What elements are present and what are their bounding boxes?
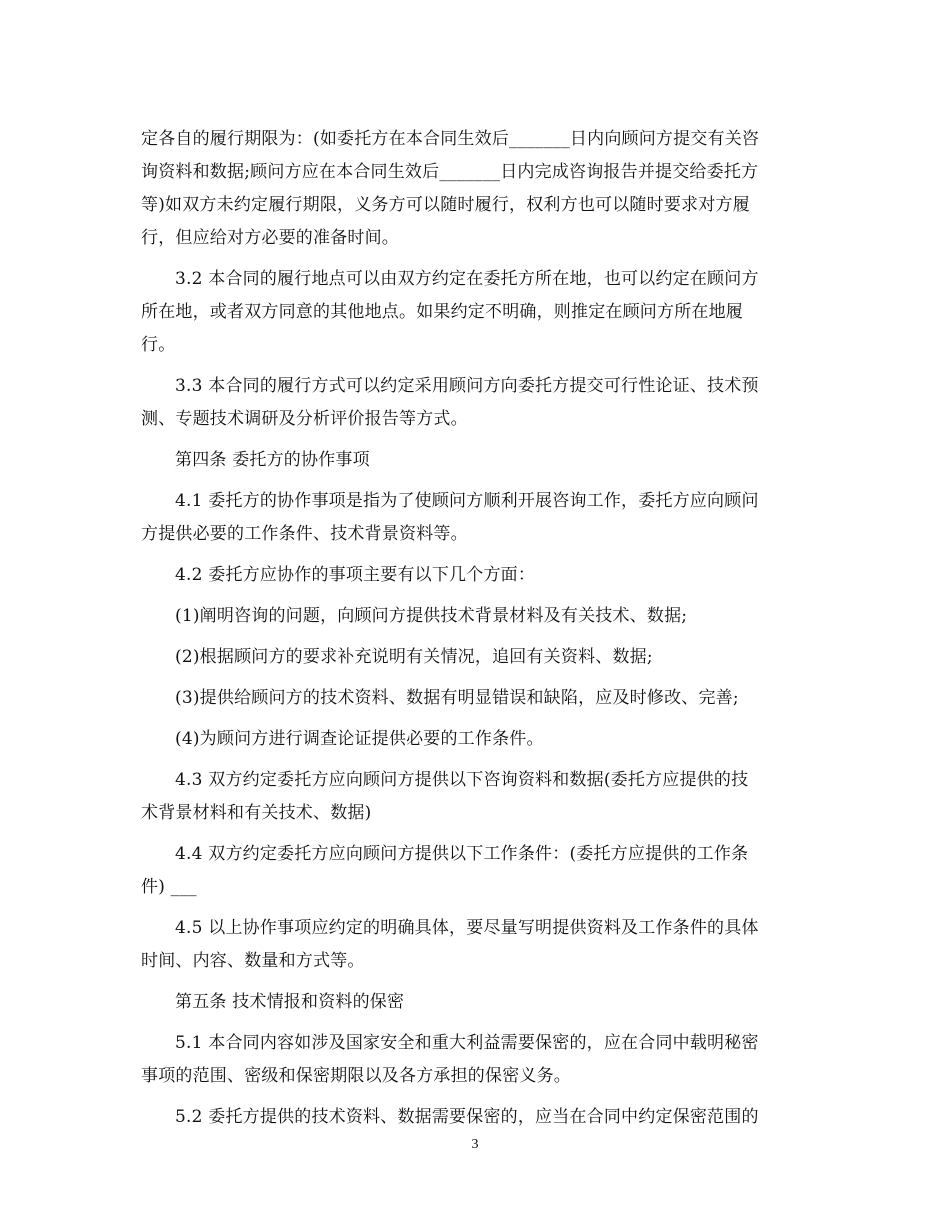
paragraph (141, 600, 811, 633)
paragraph (141, 485, 811, 551)
paragraph-line: 询资料和数据;顾问方应在本合同生效后_______日内完成咨询报告并提交给委托方 (141, 162, 759, 182)
paragraph-line: 时间、内容、数量和方式等。 (141, 951, 365, 971)
paragraph (141, 444, 811, 477)
paragraph (141, 838, 811, 904)
paragraph-line: 行，但应给对方必要的准备时间。 (141, 228, 399, 248)
paragraph (141, 641, 811, 674)
paragraph (141, 123, 811, 255)
paragraph (141, 1101, 811, 1134)
paragraph-line: (4)为顾问方进行调查论证提供必要的工作条件。 (175, 729, 544, 749)
document-body (141, 123, 811, 1142)
paragraph-line: 等)如双方未约定履行期限，义务方可以随时履行，权利方也可以随时要求对方履 (141, 195, 750, 215)
paragraph (141, 986, 811, 1019)
paragraph (141, 559, 811, 592)
paragraph-line: 事项的范围、密级和保密期限以及各方承担的保密义务。 (141, 1066, 571, 1086)
paragraph-line: 4.3 双方约定委托方应向顾问方提供以下咨询资料和数据(委托方应提供的技 (175, 770, 749, 790)
paragraph-line: 4.2 委托方应协作的事项主要有以下几个方面： (175, 565, 536, 585)
paragraph (141, 912, 811, 978)
paragraph-line: 所在地，或者双方同意的其他地点。如果约定不明确，则推定在顾问方所在地履 (141, 302, 743, 322)
paragraph-line: (2)根据顾问方的要求补充说明有关情况，追回有关资料、数据; (175, 647, 653, 667)
paragraph-line: 3.2 本合同的履行地点可以由双方约定在委托方所在地，也可以约定在顾问方 (175, 269, 759, 289)
page-number: 3 (471, 1137, 479, 1152)
paragraph-line: 第五条 技术情报和资料的保密 (175, 992, 405, 1012)
paragraph-line: 4.5 以上协作事项应约定的明确具体，要尽量写明提供资料及工作条件的具体 (175, 918, 759, 938)
paragraph-line: 件) ___ (141, 877, 197, 897)
paragraph (141, 682, 811, 715)
paragraph-line: 4.4 双方约定委托方应向顾问方提供以下工作条件：(委托方应提供的工作条 (175, 844, 749, 864)
paragraph-line: (3)提供给顾问方的技术资料、数据有明显错误和缺陷，应及时修改、完善; (175, 688, 739, 708)
paragraph-line: 3.3 本合同的履行方式可以约定采用顾问方向委托方提交可行性论证、技术预 (175, 376, 759, 396)
paragraph (141, 370, 811, 436)
paragraph-line: 术背景材料和有关技术、数据) (141, 803, 372, 823)
paragraph-line: 第四条 委托方的协作事项 (175, 450, 370, 470)
paragraph-line: 5.2 委托方提供的技术资料、数据需要保密的，应当在合同中约定保密范围的 (175, 1107, 759, 1127)
paragraph-line: 5.1 本合同内容如涉及国家安全和重大利益需要保密的，应在合同中载明秘密 (175, 1033, 759, 1053)
paragraph-line: 定各自的履行期限为：(如委托方在本合同生效后_______日内向顾问方提交有关咨 (141, 129, 760, 149)
paragraph (141, 263, 811, 362)
paragraph-line: (1)阐明咨询的问题，向顾问方提供技术背景材料及有关技术、数据; (175, 606, 688, 626)
paragraph-line: 4.1 委托方的协作事项是指为了使顾问方顺利开展咨询工作，委托方应向顾问 (175, 491, 759, 511)
paragraph (141, 764, 811, 830)
paragraph-line: 测、专题技术调研及分析评价报告等方式。 (141, 409, 468, 429)
paragraph-line: 方提供必要的工作条件、技术背景资料等。 (141, 524, 468, 544)
paragraph (141, 1027, 811, 1093)
paragraph (141, 723, 811, 756)
paragraph-line: 行。 (141, 335, 176, 355)
